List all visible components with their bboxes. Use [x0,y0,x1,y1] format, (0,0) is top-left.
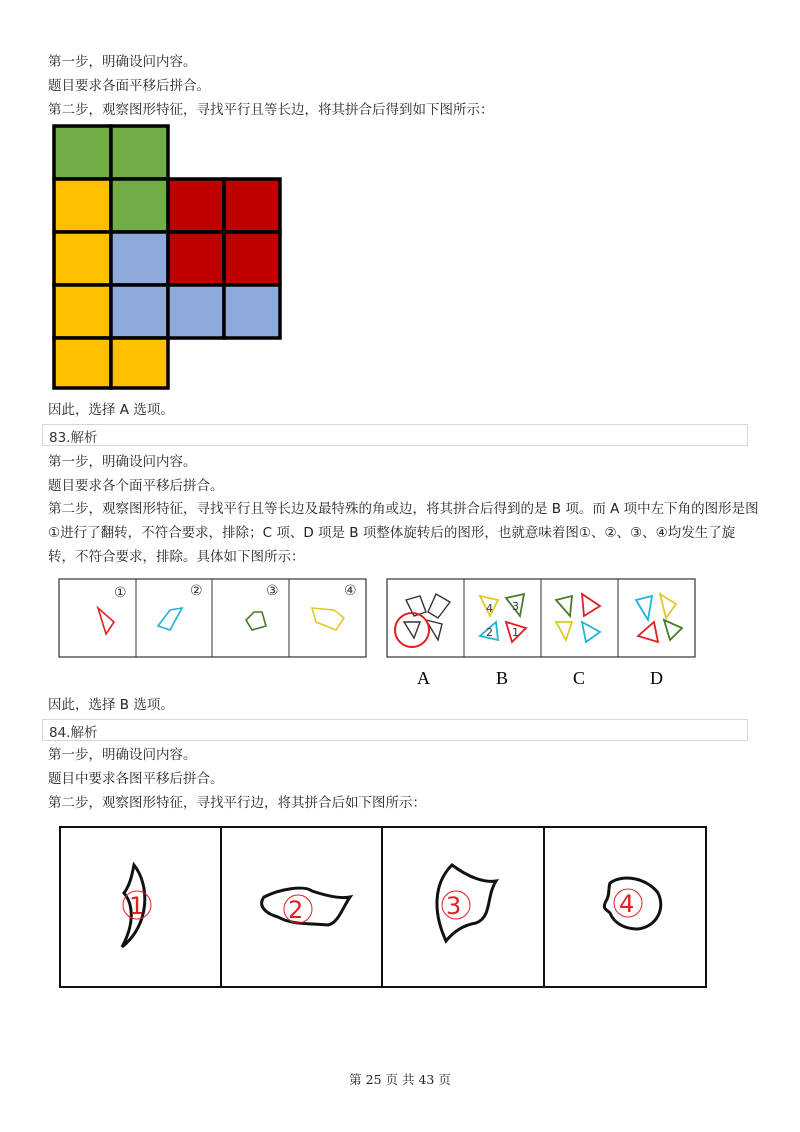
quad-label: 4 [486,602,493,615]
step2-text: 第二步，观察图形特征，寻找平行边，将其拼合后如下图所示： [48,795,426,811]
grid-cell [224,285,280,338]
option-a-figure [395,594,450,647]
section-header-label: 84.解析 [49,725,98,741]
shape-number: 3 [446,892,462,920]
section-header-84 [42,719,748,741]
option-label: D [650,668,663,688]
step1-text: 第一步，明确设问内容。 [48,54,197,70]
piece-shape [98,608,114,634]
shape-number: 2 [288,896,304,924]
option-label: B [496,668,509,688]
step2-text: 第二步，观察图形特征，寻找平行且等长边，将其拼合后得到如下图所示： [48,102,494,118]
grid-cell [54,126,111,179]
option-c-figure [556,594,600,642]
option-label: A [417,668,430,688]
requirement-text: 题目中要求各图平移后拼合。 [48,771,224,787]
analysis-paragraph: 第二步，观察图形特征，寻找平行且等长边及最特殊的角或边，将其拼合后得到的是 B 项。而 A 项中左下角的图形是图①进行了翻转，不符合要求，排除；C 项、D 项是 B 项整体旋转后的图形，也就意味着图①、②、③、④均发生了旋转，不符合要求，排除。具体如下图所示： [48,501,759,565]
step1-text: 第一步，明确设问内容。 [48,747,197,763]
grid-cell [111,232,168,285]
quad-label: 1 [512,626,519,639]
quad-label: 3 [512,600,519,613]
grid-cell [224,179,280,232]
q83-options-figure [386,578,698,690]
grid-cell [168,285,224,338]
grid-cell [111,285,168,338]
piece-number: ④ [344,583,357,599]
shape-number: 4 [619,890,635,918]
q84-shapes-figure [58,825,710,991]
shape-number: 1 [129,892,145,920]
grid-cell [168,232,224,285]
boot-shape [262,888,350,925]
requirement-text: 题目要求各个面平移后拼合。 [48,478,224,494]
piece-shape [158,608,182,630]
option-label: C [573,668,586,688]
q83-pieces-figure [58,578,368,660]
section-header-label: 83.解析 [49,430,98,446]
piece-number: ③ [266,583,279,599]
piece-shape [312,608,344,630]
quad-label: 2 [486,626,493,639]
grid-cell [224,232,280,285]
grid-cell [111,126,168,179]
step1-text: 第一步，明确设问内容。 [48,454,197,470]
grid-cell [168,179,224,232]
grid-cell [111,338,168,388]
option-b-figure [480,594,526,642]
requirement-text: 题目要求各面平移后拼合。 [48,78,210,94]
grid-cell [54,338,111,388]
grid-cell [54,232,111,285]
page-footer: 第 25 页 共 43 页 [349,1072,451,1087]
piece-number: ① [114,585,127,601]
conclusion-text: 因此，选择 B 选项。 [48,697,174,713]
piece-number: ② [190,583,203,599]
option-d-figure [636,594,682,642]
conclusion-text: 因此，选择 A 选项。 [48,402,174,418]
piece-shape [246,612,266,630]
grid-cell [54,285,111,338]
assembled-net-figure [50,122,286,392]
section-header-83 [42,424,748,446]
grid-cell [111,179,168,232]
grid-cell [54,179,111,232]
